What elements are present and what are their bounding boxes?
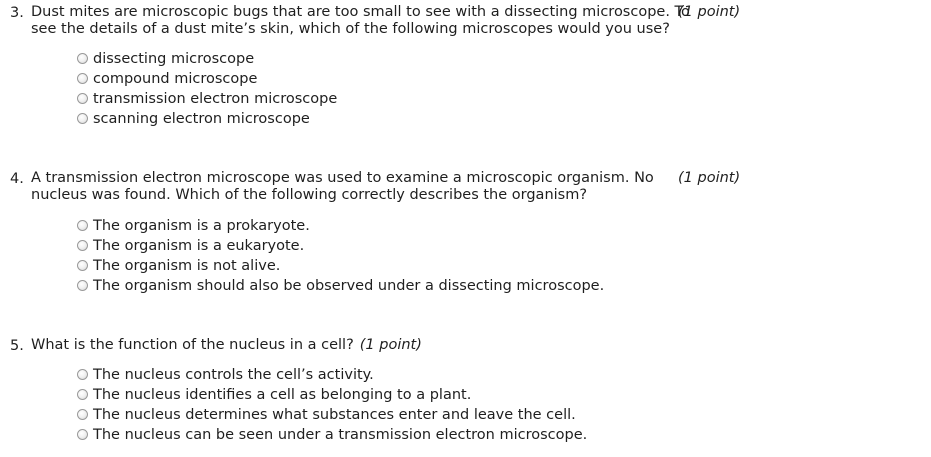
question-points: (1 point) [678, 170, 741, 186]
radio-button[interactable] [77, 429, 88, 440]
question-number: 3. [10, 5, 24, 21]
answer-option-label: The nucleus can be seen under a transmission electron microscope. [93, 427, 588, 443]
answer-option-label: transmission electron microscope [93, 91, 338, 107]
question-text-line: Dust mites are microscopic bugs that are too small to see with a dissecting microscope. To [31, 4, 690, 20]
question-number: 4. [10, 171, 24, 187]
radio-button[interactable] [77, 73, 88, 84]
radio-button[interactable] [77, 220, 88, 231]
answer-option-label: The organism is not alive. [93, 258, 281, 274]
radio-button[interactable] [77, 53, 88, 64]
question-text-line: A transmission electron microscope was used to examine a microscopic organism. No [31, 170, 654, 186]
radio-button[interactable] [77, 93, 88, 104]
question-text [31, 337, 422, 354]
radio-button[interactable] [77, 113, 88, 124]
answer-option-label: scanning electron microscope [93, 111, 310, 127]
answer-option-label: dissecting microscope [93, 51, 255, 67]
answer-option[interactable] [77, 109, 337, 129]
question-points: (1 point) [359, 337, 422, 353]
answer-option[interactable] [77, 365, 587, 385]
question-text [31, 170, 654, 204]
answer-option[interactable] [77, 49, 337, 69]
answer-option-label: compound microscope [93, 71, 258, 87]
answer-option[interactable] [77, 236, 604, 256]
answer-option[interactable] [77, 69, 337, 89]
answer-option-label: The organism should also be observed under a dissecting microscope. [93, 278, 605, 294]
radio-button[interactable] [77, 280, 88, 291]
answer-option[interactable] [77, 276, 604, 296]
radio-button[interactable] [77, 240, 88, 251]
answer-option[interactable] [77, 89, 337, 109]
answer-option-label: The nucleus identifies a cell as belonging to a plant. [93, 387, 472, 403]
answer-options [77, 216, 604, 296]
answer-option[interactable] [77, 385, 587, 405]
radio-button[interactable] [77, 389, 88, 400]
question-text-line: What is the function of the nucleus in a cell? [31, 337, 354, 353]
radio-button[interactable] [77, 369, 88, 380]
question-number: 5. [10, 338, 24, 354]
answer-option-label: The organism is a eukaryote. [93, 238, 305, 254]
answer-options [77, 365, 587, 445]
answer-option[interactable] [77, 405, 587, 425]
answer-option-label: The nucleus determines what substances enter and leave the cell. [93, 407, 576, 423]
question-text-line: nucleus was found. Which of the following correctly describes the organism? [31, 187, 588, 203]
answer-options [77, 49, 337, 129]
answer-option[interactable] [77, 256, 604, 276]
answer-option-label: The nucleus controls the cell’s activity. [93, 367, 374, 383]
question-points: (1 point) [678, 4, 741, 20]
answer-option[interactable] [77, 425, 587, 445]
answer-option-label: The organism is a prokaryote. [93, 218, 310, 234]
question-text [31, 4, 690, 38]
answer-option[interactable] [77, 216, 604, 236]
radio-button[interactable] [77, 409, 88, 420]
radio-button[interactable] [77, 260, 88, 271]
question-text-line: see the details of a dust mite’s skin, which of the following microscopes would you use? [31, 21, 670, 37]
